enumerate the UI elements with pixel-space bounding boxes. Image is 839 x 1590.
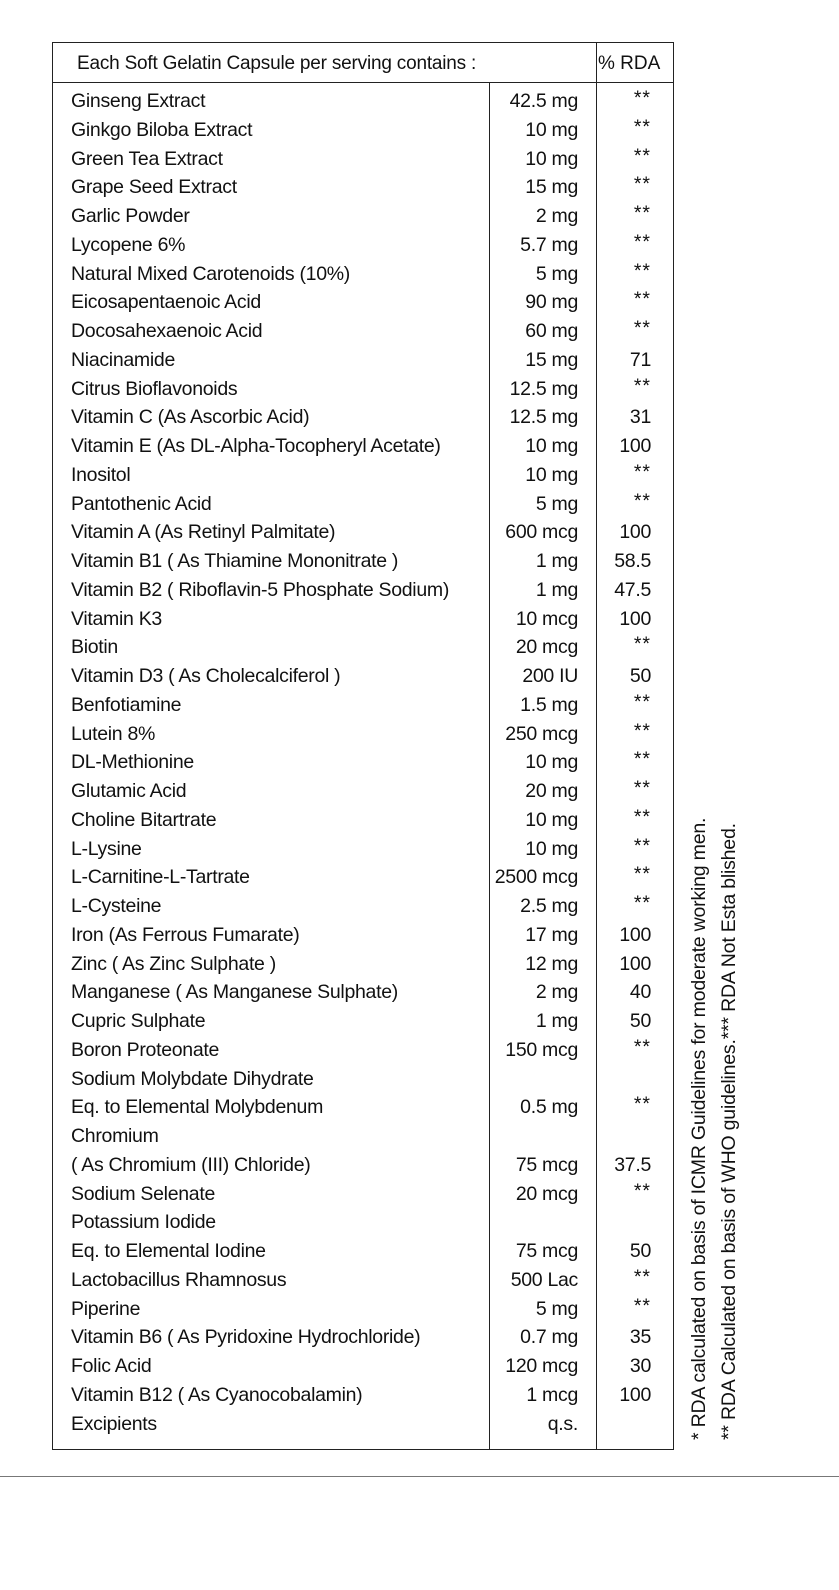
table-row <box>53 777 673 806</box>
ingredient-rda: ** <box>633 719 651 742</box>
ingredient-name: L-Lysine <box>71 837 142 860</box>
table-header <box>53 43 673 83</box>
ingredient-rda: ** <box>633 489 651 512</box>
ingredient-rda: ** <box>633 288 651 311</box>
ingredient-quantity: 10 mg <box>525 147 578 170</box>
ingredient-rda: 35 <box>629 1326 651 1349</box>
ingredient-rda: ** <box>633 317 651 339</box>
table-row <box>53 950 673 979</box>
ingredient-name: Grape Seed Extract <box>71 176 237 199</box>
table-row <box>53 145 673 174</box>
ingredient-quantity: 10 mg <box>525 751 578 774</box>
ingredient-rda: ** <box>633 690 651 713</box>
table-row <box>53 720 673 749</box>
ingredient-name: Vitamin E (As DL-Alpha-Tocopheryl Acetate) <box>71 435 441 457</box>
ingredient-rda: ** <box>633 633 651 656</box>
ingredient-quantity: 12.5 mg <box>509 377 578 400</box>
ingredient-rda: ** <box>633 1035 651 1058</box>
ingredient-quantity: 12.5 mg <box>509 406 578 429</box>
ingredient-quantity: 17 mg <box>525 923 578 946</box>
table-row <box>53 978 673 1007</box>
table-row <box>53 288 673 317</box>
ingredient-name: Benfotiamine <box>71 693 182 716</box>
ingredient-rda: ** <box>633 834 651 857</box>
ingredient-name: Vitamin C (As Ascorbic Acid) <box>71 406 310 429</box>
ingredient-name: Niacinamide <box>71 348 175 371</box>
table-row <box>53 1410 673 1439</box>
ingredient-name: Folic Acid <box>71 1355 152 1377</box>
ingredient-rda: 100 <box>619 952 651 975</box>
ingredient-name: Vitamin D3 ( As Cholecalciferol ) <box>71 665 341 687</box>
ingredient-name: Eq. to Elemental Molybdenum <box>71 1096 324 1119</box>
ingredient-rda: ** <box>633 173 651 196</box>
table-row <box>53 863 673 892</box>
ingredient-quantity: 10 mcg <box>515 607 578 630</box>
ingredient-rda: 30 <box>629 1355 651 1377</box>
table-row <box>53 518 673 547</box>
ingredient-quantity: 90 mg <box>525 291 578 314</box>
ingredient-name: Natural Mixed Carotenoids (10%) <box>71 262 350 285</box>
table-row <box>53 662 673 691</box>
table-row <box>53 116 673 145</box>
ingredient-name: Lycopene 6% <box>71 233 186 256</box>
ingredient-quantity: 10 mg <box>525 435 578 457</box>
ingredient-rda: ** <box>633 1093 651 1116</box>
table-row <box>53 547 673 576</box>
ingredient-rda: 37.5 <box>614 1153 651 1176</box>
table-row <box>53 892 673 921</box>
table-row <box>53 1180 673 1209</box>
ingredient-rda: 100 <box>619 435 651 457</box>
table-row <box>53 260 673 289</box>
ingredient-rda: ** <box>633 1294 651 1317</box>
ingredient-rda: 100 <box>619 607 651 630</box>
ingredient-rda: ** <box>633 144 651 167</box>
ingredient-quantity: 1 mcg <box>526 1383 578 1406</box>
ingredient-rda: ** <box>633 87 651 109</box>
table-row <box>53 748 673 777</box>
ingredient-rda: ** <box>633 259 651 282</box>
ingredient-quantity: q.s. <box>547 1412 578 1435</box>
ingredient-rda: 100 <box>619 923 651 946</box>
ingredient-name: Chromium <box>71 1125 159 1147</box>
ingredient-name: Piperine <box>71 1297 141 1320</box>
ingredient-name: Vitamin B6 ( As Pyridoxine Hydrochloride) <box>71 1326 421 1349</box>
table-row <box>53 1381 673 1410</box>
table-row <box>53 202 673 231</box>
ingredient-quantity: 1 mg <box>535 1010 578 1032</box>
table-row <box>53 1151 673 1180</box>
ingredient-name: Ginkgo Biloba Extract <box>71 118 253 141</box>
ingredient-rda: 100 <box>619 1383 651 1406</box>
ingredient-name: Choline Bitartrate <box>71 808 217 831</box>
ingredient-rda: 71 <box>629 348 651 371</box>
ingredient-quantity: 150 mcg <box>505 1038 578 1061</box>
ingredient-quantity: 500 Lac <box>510 1268 578 1291</box>
ingredient-name: DL-Methionine <box>71 751 194 774</box>
ingredient-rda: 50 <box>629 1240 651 1262</box>
ingredient-list <box>53 87 673 1438</box>
ingredient-quantity: 42.5 mg <box>509 90 578 112</box>
ingredient-rda: 100 <box>619 521 651 544</box>
ingredient-name: Excipients <box>71 1412 157 1435</box>
footnote-icmr: * RDA calculated on basis of ICMR Guidelines for moderate working men. <box>688 817 710 1440</box>
table-row <box>53 1122 673 1151</box>
ingredient-rda: ** <box>633 805 651 828</box>
table-row <box>53 173 673 202</box>
ingredient-quantity: 10 mg <box>525 463 578 486</box>
table-row <box>53 806 673 835</box>
ingredient-name: Sodium Molybdate Dihydrate <box>71 1067 314 1090</box>
ingredient-quantity: 20 mcg <box>515 636 578 659</box>
nutrition-table <box>52 42 674 1450</box>
ingredient-rda: ** <box>633 230 651 253</box>
ingredient-quantity: 20 mg <box>525 780 578 802</box>
ingredient-quantity: 15 mg <box>525 348 578 371</box>
ingredient-rda: 47.5 <box>614 578 651 601</box>
ingredient-quantity: 0.7 mg <box>520 1326 578 1349</box>
ingredient-name: Cupric Sulphate <box>71 1010 206 1032</box>
ingredient-rda: ** <box>633 892 651 914</box>
ingredient-rda: 50 <box>629 665 651 687</box>
ingredient-quantity: 200 IU <box>522 665 578 687</box>
ingredient-quantity: 0.5 mg <box>520 1096 578 1119</box>
ingredient-name: Lactobacillus Rhamnosus <box>71 1268 287 1291</box>
ingredient-name: Lutein 8% <box>71 722 156 745</box>
ingredient-rda: ** <box>633 863 651 886</box>
ingredient-name: Garlic Powder <box>71 205 190 227</box>
ingredient-quantity: 75 mcg <box>515 1153 578 1176</box>
ingredient-rda: 58.5 <box>614 550 651 572</box>
ingredient-rda: 50 <box>629 1010 651 1032</box>
ingredient-name: Inositol <box>71 463 131 486</box>
table-row <box>53 1266 673 1295</box>
table-row <box>53 87 673 116</box>
table-row <box>53 317 673 346</box>
ingredient-name: ( As Chromium (III) Chloride) <box>71 1153 311 1176</box>
ingredient-name: Vitamin K3 <box>71 607 162 630</box>
ingredient-rda: ** <box>633 1179 651 1202</box>
table-row <box>53 633 673 662</box>
ingredient-quantity: 1 mg <box>535 550 578 572</box>
table-row <box>53 1237 673 1266</box>
ingredient-name: Eicosapentaenoic Acid <box>71 291 261 314</box>
ingredient-name: Docosahexaenoic Acid <box>71 320 263 342</box>
footnotes <box>688 720 748 1440</box>
ingredient-name: Green Tea Extract <box>71 147 223 170</box>
ingredient-quantity: 10 mg <box>525 837 578 860</box>
ingredient-name: Pantothenic Acid <box>71 492 212 515</box>
footnote-who: ** RDA Calculated on basis of WHO guidelines.*** RDA Not Esta blished. <box>718 823 740 1440</box>
table-row <box>53 461 673 490</box>
ingredient-rda: ** <box>633 460 651 483</box>
ingredient-quantity: 2500 mcg <box>494 866 578 889</box>
table-row <box>53 921 673 950</box>
ingredient-name: Glutamic Acid <box>71 780 187 802</box>
table-row <box>53 835 673 864</box>
ingredient-name: Iron (As Ferrous Fumarate) <box>71 923 300 946</box>
ingredient-name: Vitamin A (As Retinyl Palmitate) <box>71 521 336 544</box>
ingredient-quantity: 250 mcg <box>505 722 578 745</box>
bottom-divider <box>0 1476 839 1477</box>
table-row <box>53 691 673 720</box>
ingredient-quantity: 2.5 mg <box>520 895 578 917</box>
ingredient-quantity: 1 mg <box>535 578 578 601</box>
table-row <box>53 1295 673 1324</box>
ingredient-name: Eq. to Elemental Iodine <box>71 1240 266 1262</box>
ingredient-name: Boron Proteonate <box>71 1038 220 1061</box>
ingredient-quantity: 5 mg <box>535 1297 578 1320</box>
ingredient-quantity: 2 mg <box>535 205 578 227</box>
ingredient-rda: ** <box>633 748 651 771</box>
ingredient-quantity: 5.7 mg <box>520 233 578 256</box>
table-row <box>53 1093 673 1122</box>
ingredient-name: Biotin <box>71 636 118 659</box>
table-row <box>53 1208 673 1237</box>
table-row <box>53 490 673 519</box>
table-row <box>53 576 673 605</box>
ingredient-rda: 31 <box>629 406 651 429</box>
ingredient-rda: ** <box>633 115 651 138</box>
table-row <box>53 346 673 375</box>
rda-column-header: % RDA <box>598 53 661 74</box>
table-row <box>53 375 673 404</box>
ingredient-name: Citrus Bioflavonoids <box>71 377 238 400</box>
ingredient-name: Vitamin B2 ( Riboflavin-5 Phosphate Sodium) <box>71 578 450 601</box>
ingredient-quantity: 5 mg <box>535 262 578 285</box>
ingredient-name: Zinc ( As Zinc Sulphate ) <box>71 952 276 975</box>
ingredient-quantity: 120 mcg <box>505 1355 578 1377</box>
ingredient-name: Vitamin B12 ( As Cyanocobalamin) <box>71 1383 363 1406</box>
ingredient-name: Potassium Iodide <box>71 1211 216 1234</box>
ingredient-quantity: 20 mcg <box>515 1182 578 1205</box>
ingredient-quantity: 2 mg <box>535 981 578 1004</box>
ingredient-rda: ** <box>633 374 651 397</box>
ingredient-quantity: 10 mg <box>525 118 578 141</box>
ingredient-quantity: 600 mcg <box>505 521 578 544</box>
table-row <box>53 432 673 461</box>
ingredient-name: Manganese ( As Manganese Sulphate) <box>71 981 398 1004</box>
ingredient-quantity: 75 mcg <box>515 1240 578 1262</box>
table-row <box>53 1036 673 1065</box>
ingredient-quantity: 1.5 mg <box>520 693 578 716</box>
ingredient-quantity: 15 mg <box>525 176 578 199</box>
table-row <box>53 1065 673 1094</box>
ingredient-quantity: 12 mg <box>525 952 578 975</box>
ingredient-quantity: 5 mg <box>535 492 578 515</box>
ingredient-rda: 40 <box>629 981 651 1004</box>
ingredient-rda: ** <box>633 1265 651 1288</box>
table-row <box>53 1007 673 1036</box>
ingredient-name: L-Cysteine <box>71 895 162 917</box>
ingredient-name: L-Carnitine-L-Tartrate <box>71 866 250 889</box>
ingredient-rda: ** <box>633 777 651 799</box>
table-row <box>53 403 673 432</box>
ingredient-rda: ** <box>633 202 651 224</box>
table-row <box>53 1323 673 1352</box>
table-row <box>53 1352 673 1381</box>
ingredient-quantity: 10 mg <box>525 808 578 831</box>
ingredient-name: Sodium Selenate <box>71 1182 216 1205</box>
table-row <box>53 605 673 634</box>
table-row <box>53 231 673 260</box>
table-header-title: Each Soft Gelatin Capsule per serving contains : <box>77 53 477 74</box>
ingredient-name: Ginseng Extract <box>71 90 206 112</box>
ingredient-name: Vitamin B1 ( As Thiamine Mononitrate ) <box>71 550 399 572</box>
ingredient-quantity: 60 mg <box>525 320 578 342</box>
